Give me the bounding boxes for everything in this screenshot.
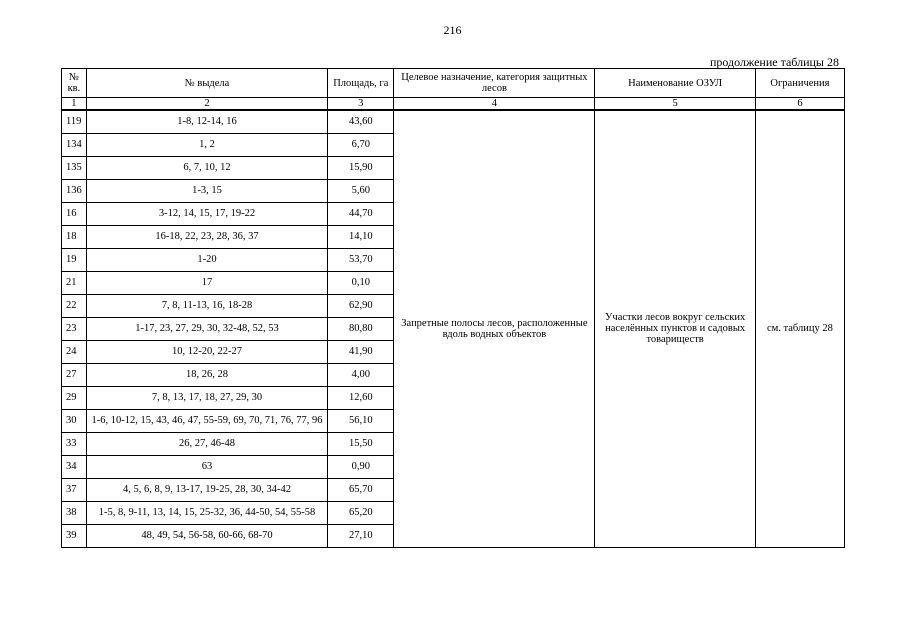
cell-area: 12,60 (328, 386, 394, 409)
cell-area: 65,20 (328, 501, 394, 524)
cell-kv: 30 (62, 409, 87, 432)
cell-area: 56,10 (328, 409, 394, 432)
cell-area: 0,10 (328, 271, 394, 294)
col-number-2: 2 (86, 98, 327, 111)
cell-vydel: 1, 2 (86, 133, 327, 156)
cell-vydel: 1-6, 10-12, 15, 43, 46, 47, 55-59, 69, 70, 71, 76, 77, 96 (86, 409, 327, 432)
cell-vydel: 16-18, 22, 23, 28, 36, 37 (86, 225, 327, 248)
cell-area: 62,90 (328, 294, 394, 317)
col-number-5: 5 (595, 98, 756, 111)
cell-kv: 136 (62, 179, 87, 202)
col-number-1: 1 (62, 98, 87, 111)
cell-kv: 18 (62, 225, 87, 248)
cell-area: 27,10 (328, 524, 394, 547)
cell-kv: 21 (62, 271, 87, 294)
cell-kv: 134 (62, 133, 87, 156)
cell-vydel: 1-17, 23, 27, 29, 30, 32-48, 52, 53 (86, 317, 327, 340)
cell-vydel: 1-3, 15 (86, 179, 327, 202)
cell-area: 15,90 (328, 156, 394, 179)
cell-area: 44,70 (328, 202, 394, 225)
col-number-6: 6 (755, 98, 844, 111)
cell-area: 65,70 (328, 478, 394, 501)
cell-area: 14,10 (328, 225, 394, 248)
col-number-4: 4 (394, 98, 595, 111)
cell-area: 4,00 (328, 363, 394, 386)
cell-vydel: 6, 7, 10, 12 (86, 156, 327, 179)
header-vydel: № выдела (86, 69, 327, 98)
merged-cell-limits: см. таблицу 28 (755, 110, 844, 547)
cell-vydel: 7, 8, 13, 17, 18, 27, 29, 30 (86, 386, 327, 409)
cell-kv: 16 (62, 202, 87, 225)
cell-kv: 39 (62, 524, 87, 547)
table-body (62, 110, 845, 547)
forest-plots-table (61, 68, 845, 548)
header-area: Площадь, га (328, 69, 394, 98)
cell-vydel: 48, 49, 54, 56-58, 60-66, 68-70 (86, 524, 327, 547)
col-number-3: 3 (328, 98, 394, 111)
table-row (62, 110, 845, 133)
cell-kv: 119 (62, 110, 87, 133)
merged-cell-ozul: Участки лесов вокруг сельских населённых пунктов и садовых товариществ (595, 110, 756, 547)
cell-kv: 37 (62, 478, 87, 501)
table-continuation-label: продолжение таблицы 28 (709, 55, 839, 69)
header-purpose: Целевое назначение, категория защитных лесов (394, 69, 595, 98)
cell-area: 53,70 (328, 248, 394, 271)
cell-area: 0,90 (328, 455, 394, 478)
cell-area: 80,80 (328, 317, 394, 340)
cell-vydel: 3-12, 14, 15, 17, 19-22 (86, 202, 327, 225)
cell-vydel: 1-5, 8, 9-11, 13, 14, 15, 25-32, 36, 44-50, 54, 55-58 (86, 501, 327, 524)
cell-vydel: 18, 26, 28 (86, 363, 327, 386)
cell-kv: 24 (62, 340, 87, 363)
cell-vydel: 10, 12-20, 22-27 (86, 340, 327, 363)
header-limits: Ограничения (755, 69, 844, 98)
cell-kv: 33 (62, 432, 87, 455)
header-kv: № кв. (62, 69, 87, 98)
cell-vydel: 17 (86, 271, 327, 294)
cell-kv: 27 (62, 363, 87, 386)
page-number: 216 (443, 23, 462, 37)
cell-vydel: 26, 27, 46-48 (86, 432, 327, 455)
cell-kv: 135 (62, 156, 87, 179)
cell-kv: 38 (62, 501, 87, 524)
cell-kv: 19 (62, 248, 87, 271)
cell-area: 6,70 (328, 133, 394, 156)
cell-vydel: 1-8, 12-14, 16 (86, 110, 327, 133)
cell-kv: 23 (62, 317, 87, 340)
cell-kv: 29 (62, 386, 87, 409)
cell-area: 5,60 (328, 179, 394, 202)
cell-kv: 34 (62, 455, 87, 478)
cell-vydel: 7, 8, 11-13, 16, 18-28 (86, 294, 327, 317)
cell-kv: 22 (62, 294, 87, 317)
header-ozul: Наименование ОЗУЛ (595, 69, 756, 98)
cell-vydel: 1-20 (86, 248, 327, 271)
merged-cell-purpose: Запретные полосы лесов, расположенные вдоль водных объектов (394, 110, 595, 547)
cell-vydel: 4, 5, 6, 8, 9, 13-17, 19-25, 28, 30, 34-42 (86, 478, 327, 501)
cell-area: 15,50 (328, 432, 394, 455)
cell-vydel: 63 (86, 455, 327, 478)
cell-area: 41,90 (328, 340, 394, 363)
cell-area: 43,60 (328, 110, 394, 133)
